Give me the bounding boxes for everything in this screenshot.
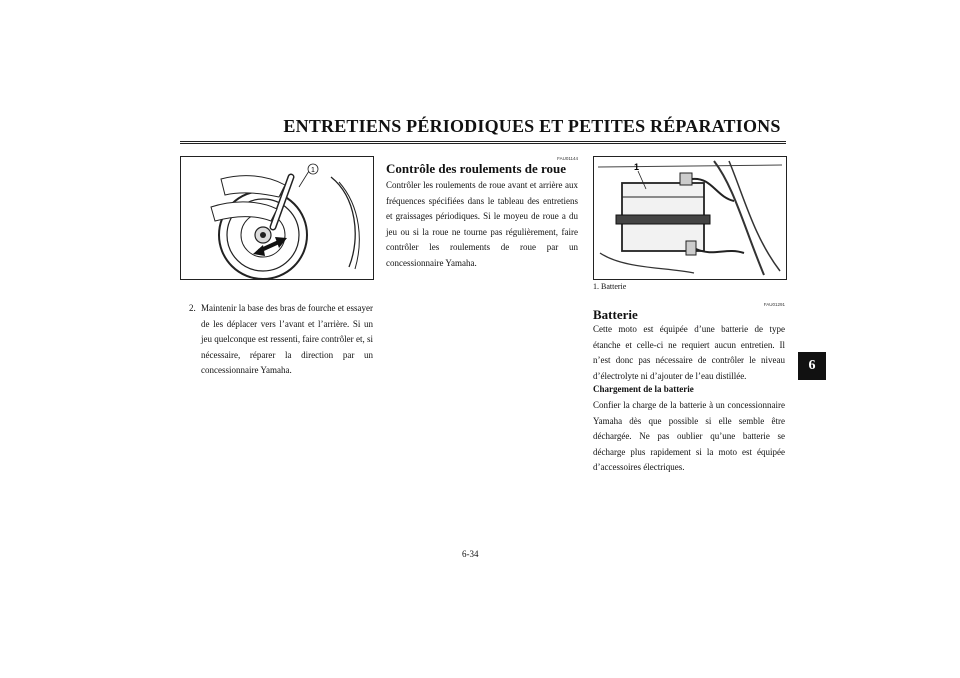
section-heading-battery: Batterie (593, 307, 638, 322)
wheel-bearings-text: Contrôler les roulements de roue avant et arrière aux fréquences spécifiées dans le tableau des entretiens et graissages périodiques. Si le moyeu de roue a du jeu ou si la roue ne tourne pas régulièrement, faire contrôler les roulements de roue par un concessionnaire Yamaha. (386, 180, 578, 268)
list-item-fork-check (189, 301, 373, 379)
fork-check-figure (180, 156, 374, 280)
battery-figure (593, 156, 787, 280)
list-item-text: Maintenir la base des bras de fourche et essayer de les déplacer vers l’avant et l’arrière. Si un jeu quelconque est ressenti, faire contrôler et, si nécessaire, réparer la direction par un concessionnaire Yamaha. (201, 303, 373, 375)
wheel-illustration (181, 157, 373, 279)
ref-code-battery: FAU01291 (763, 302, 785, 307)
fork-figure-callout: 1 (311, 167, 315, 174)
ref-code-bearings: FAU01144 (557, 156, 578, 161)
page-number: 6-34 (462, 549, 479, 559)
header-rule (180, 141, 786, 144)
chapter-tab: 6 (798, 352, 826, 380)
battery-charging-text: Confier la charge de la batterie à un concessionnaire Yamaha dès que possible si elle semble être déchargée. Ne pas oublier qu’une batterie se décharge plus rapidement si la moto est équipée d’accessoires électriques. (593, 400, 785, 472)
sub-heading-battery-charging: Chargement de la batterie (593, 384, 694, 394)
battery-text: Cette moto est équipée d’une batterie de type étanche et celle-ci ne requiert aucun entretien. Il n’est donc pas nécessaire de contrôler le niveau d’électrolyte ni d’ajouter de l’eau distillée. (593, 324, 785, 381)
battery-illustration (594, 157, 786, 279)
page-header-title: ENTRETIENS PÉRIODIQUES ET PETITES RÉPARATIONS (283, 116, 781, 136)
battery-figure-callout: 1 (634, 162, 640, 172)
battery-figure-caption: 1. Batterie (593, 282, 627, 291)
section-heading-wheel-bearings: Contrôle des roulements de roue (386, 161, 567, 176)
list-item-number: 2. (189, 303, 196, 313)
